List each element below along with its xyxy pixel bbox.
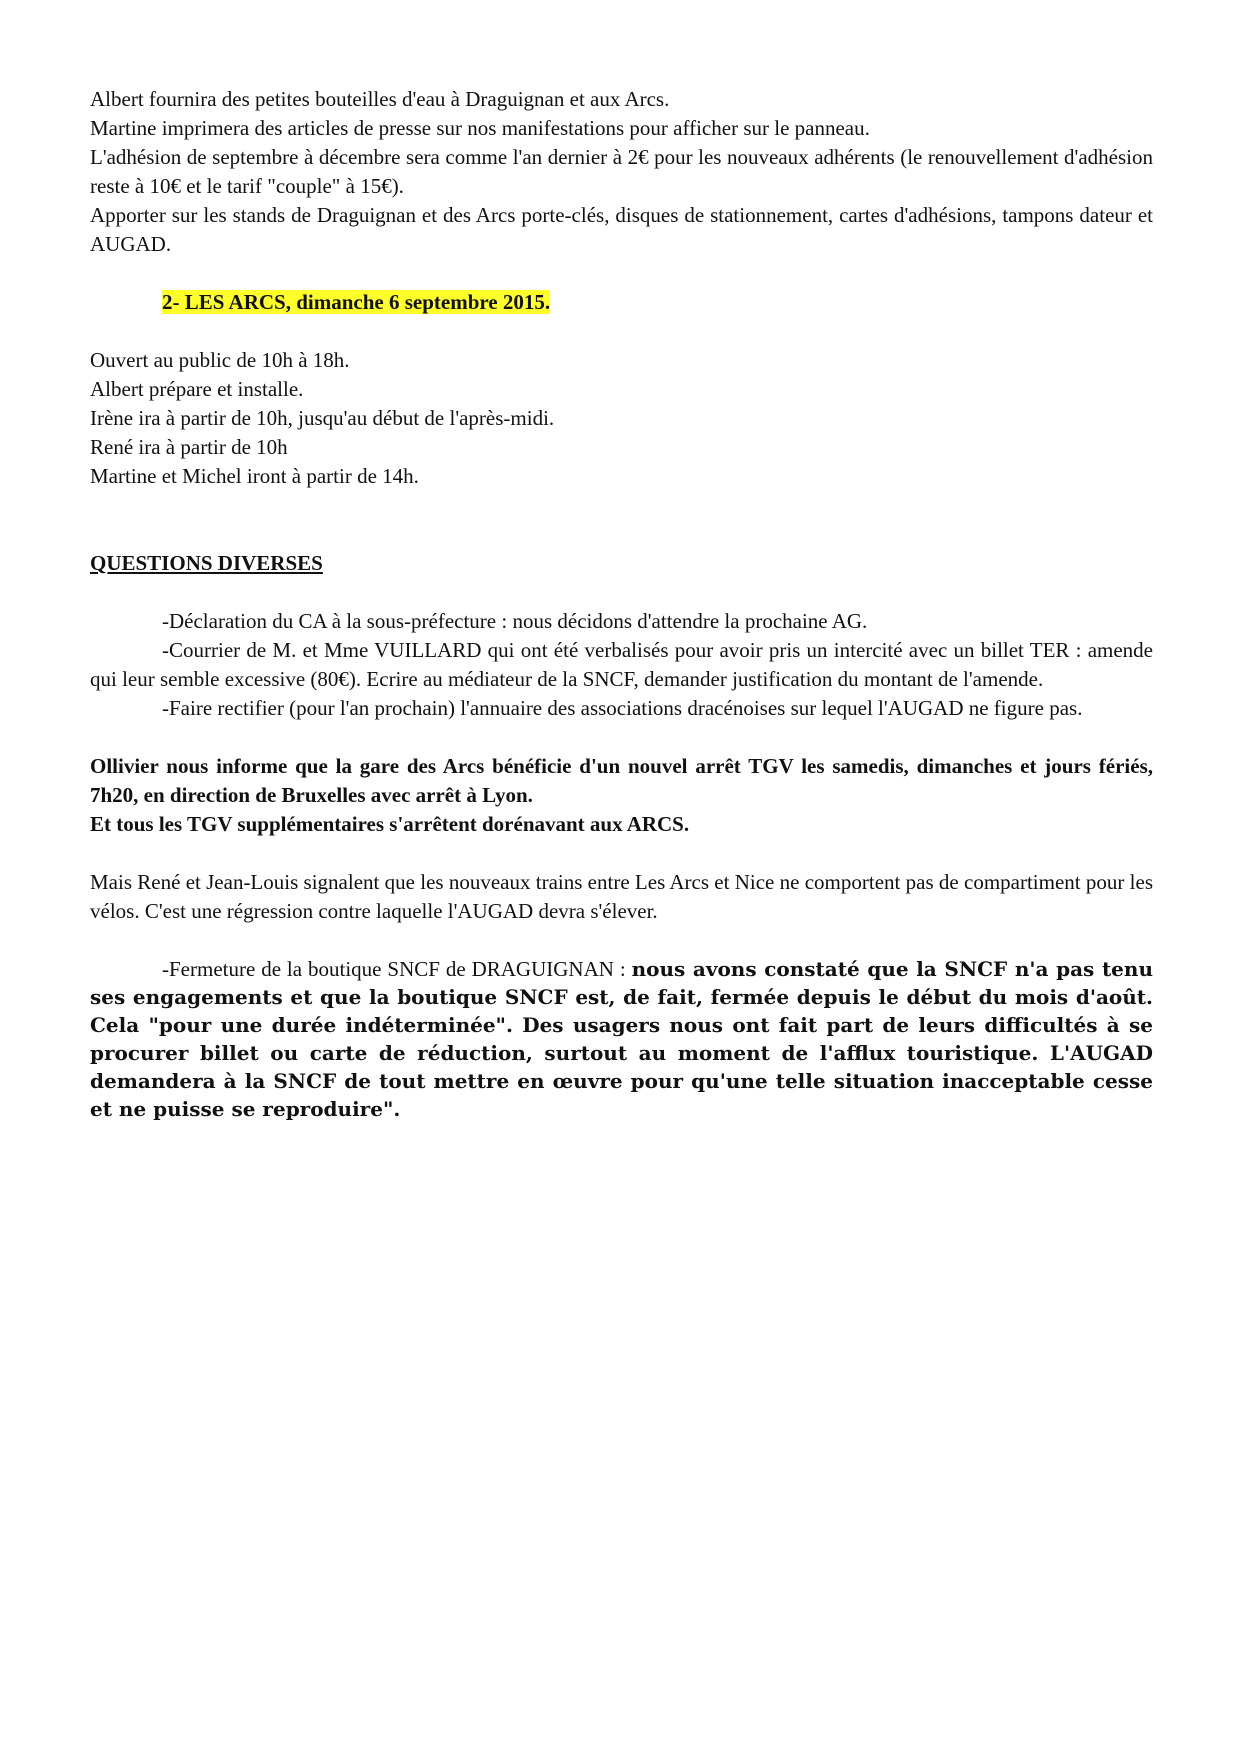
intro-line-press: Martine imprimera des articles de presse sur nos manifestations pour afficher sur le panneau.: [90, 116, 870, 140]
boutique-paragraph: [90, 955, 1153, 1123]
spacer: [90, 839, 1153, 868]
highlighted-heading-text: 2- LES ARCS, dimanche 6 septembre 2015.: [162, 290, 551, 314]
schedule-line: Martine et Michel iront à partir de 14h.: [90, 464, 419, 488]
questions-diverses-heading: QUESTIONS DIVERSES: [90, 551, 323, 575]
schedule-line: Irène ira à partir de 10h, jusqu'au début de l'après-midi.: [90, 406, 555, 430]
question-item-declaration: -Déclaration du CA à la sous-préfecture : nous décidons d'attendre la prochaine AG.: [162, 609, 868, 633]
spacer: [90, 723, 1153, 752]
question-item-annuaire: -Faire rectifier (pour l'an prochain) l'annuaire des associations dracénoises sur lequel l'AUGAD ne figure pas.: [162, 696, 1083, 720]
section-heading-les-arcs: [162, 288, 1153, 317]
spacer: [90, 491, 1153, 549]
schedule-line: René ira à partir de 10h: [90, 435, 288, 459]
boutique-intro: -Fermeture de la boutique SNCF de DRAGUIGNAN :: [162, 957, 632, 981]
schedule-line: Albert prépare et installe.: [90, 377, 304, 401]
intro-line-water: Albert fournira des petites bouteilles d'eau à Draguignan et aux Arcs.: [90, 87, 670, 111]
spacer: [90, 317, 1153, 346]
tgv-announcement: Ollivier nous informe que la gare des Arcs bénéficie d'un nouvel arrêt TGV les samedis, dimanches et jours fériés, 7h20, en direction de Bruxelles avec arrêt à Lyon.: [90, 754, 1153, 807]
intro-line-stands: Apporter sur les stands de Draguignan et des Arcs porte-clés, disques de stationnement, cartes d'adhésions, tampons dateur et AUGAD.: [90, 203, 1153, 256]
velo-paragraph: Mais René et Jean-Louis signalent que les nouveaux trains entre Les Arcs et Nice ne comportent pas de compartiment pour les vélos. C'est une régression contre laquelle l'AUGAD devra s'élever.: [90, 870, 1153, 923]
spacer: [90, 578, 1153, 607]
boutique-bold-text: nous avons constaté que la SNCF n'a pas tenu ses engagements et que la boutique SNCF est, de fait, fermée depuis le début du mois d'août. Cela "pour une durée indéterminée". Des usagers nous ont fait part de leurs difficultés à se procurer billet ou carte de réduction, surtout au moment de l'afflux touristique. L'AUGAD demandera à la SNCF de tout mettre en œuvre pour qu'une telle situation inacceptable cesse et ne puisse se reproduire".: [90, 957, 1153, 1121]
document-page: [90, 85, 1153, 1123]
question-item-courrier: -Courrier de M. et Mme VUILLARD qui ont été verbalisés pour avoir pris un intercité avec un billet TER : amende qui leur semble excessive (80€). Ecrire au médiateur de la SNCF, demander justification du montant de l'amende.: [90, 638, 1153, 691]
tgv-supplementaires: Et tous les TGV supplémentaires s'arrêtent dorénavant aux ARCS.: [90, 812, 690, 836]
schedule-line: Ouvert au public de 10h à 18h.: [90, 348, 350, 372]
intro-line-membership: L'adhésion de septembre à décembre sera comme l'an dernier à 2€ pour les nouveaux adhérents (le renouvellement d'adhésion reste à 10€ et le tarif "couple" à 15€).: [90, 145, 1153, 198]
spacer: [90, 926, 1153, 955]
spacer: [90, 259, 1153, 288]
